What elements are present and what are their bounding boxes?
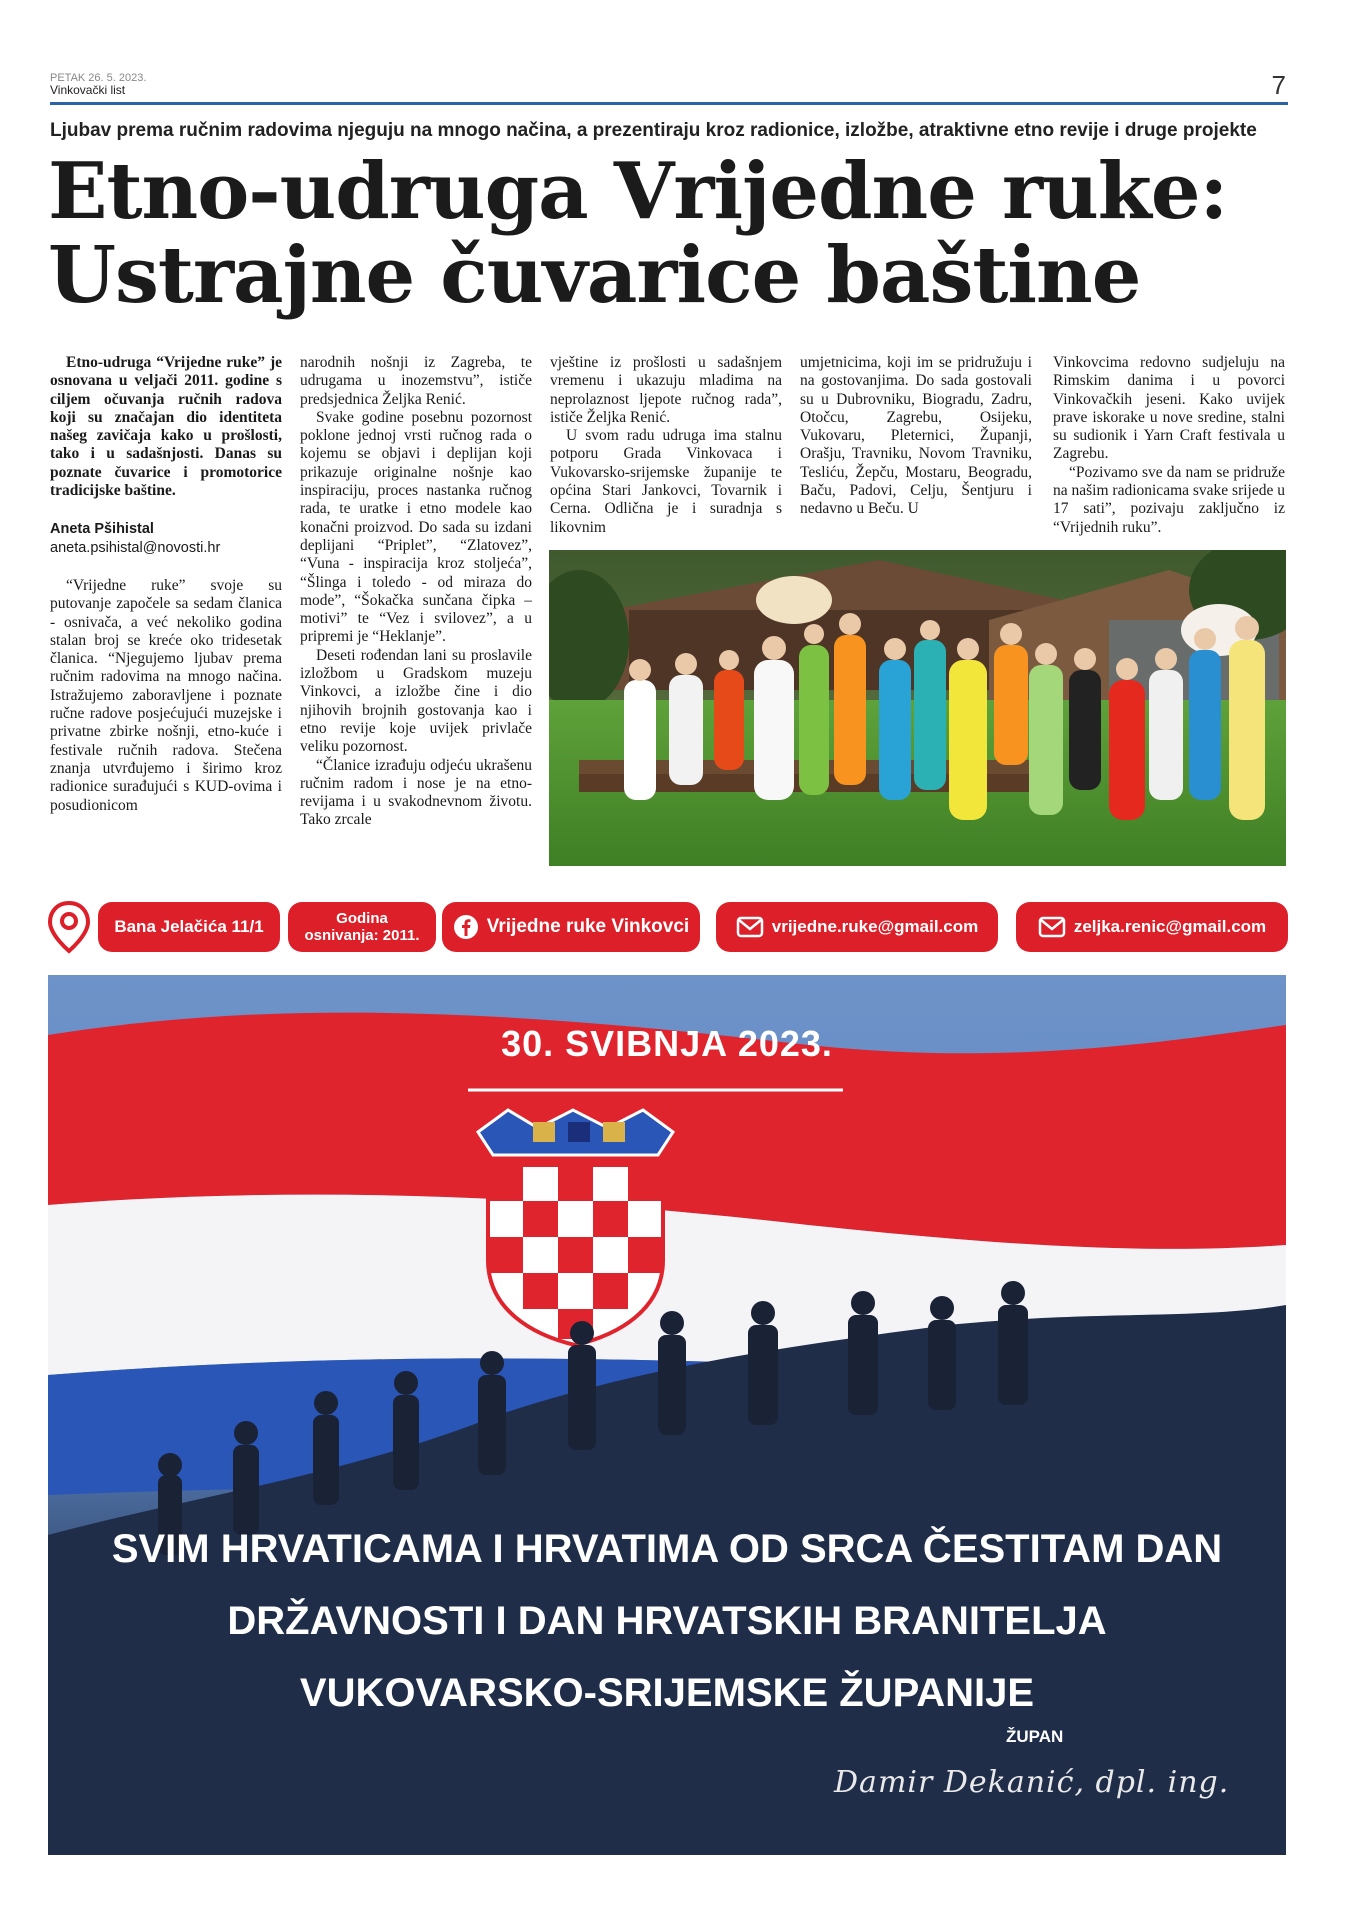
author-email[interactable]: aneta.psihistal@novosti.hr — [50, 539, 221, 556]
facebook-icon — [453, 914, 479, 940]
paragraph: Vinkovcima redovno sudjeluju na Rimskim danima i u povorci Vinkovačkih jeseni. Kako uvijek prave iskorake u nove sredine, stalni su sudionik i Yarn Craft festivala u Zagrebu. — [1053, 354, 1285, 463]
group-photo — [549, 550, 1286, 866]
ad-line-3: VUKOVARSKO-SRIJEMSKE ŽUPANIJE — [299, 1671, 1035, 1715]
headline-line-2: Ustrajne čuvarice baštine — [48, 230, 1141, 321]
issue-date: PETAK 26. 5. 2023. — [50, 72, 147, 84]
paragraph: “Pozivamo sve da nam se pridruže na našim radionicama svake srijede u 17 sati”, pozivaju zaključno iz “Vrijednih ruku”. — [1053, 463, 1285, 536]
paragraph: Deseti rođendan lani su proslavile izložbom u Gradskom muzeju Vinkovci, a izložbe čine i dio njihovih brojnih gostovanja kao i etno revije koje uvijek privlače veliku pozornost. — [300, 646, 532, 756]
facebook-text: Vrijedne ruke Vinkovci — [486, 916, 690, 937]
contact-bar — [46, 900, 1296, 954]
founded-label: Godina — [336, 910, 388, 927]
ad-role: ŽUPAN — [1006, 1727, 1064, 1746]
founded-pill — [288, 902, 436, 952]
article-kicker: Ljubav prema ručnim radovima njeguju na mnogo načina, a prezentiraju kroz radionice, izložbe, atraktivne etno revije i druge projekte — [50, 120, 1257, 141]
paragraph: Svake godine posebnu pozornost poklone jednoj vrsti ručnog rada o kojemu se objavi i deplijan koji prikazuje originalne nošnje kao inspiraciju, proces nastanka ručnog rada, te uratke i etno modele kao konačni proizvod. Do sada su izdani deplijani “Priplet”, “Zlatovez”, “Vuna - inspiracija kroz stoljeća”, “Šlinga i toledo - od miraza do mode”, “Šokačka sunčana čipka – motivi” te “Vez i svilovez”, a u pripremi je “Heklanje”. — [300, 408, 532, 646]
ad-line-1: SVIM HRVATICAMA I HRVATIMA OD SRCA ČESTITAM DAN — [111, 1527, 1223, 1571]
byline — [50, 520, 282, 557]
paper-name: Vinkovački list — [50, 83, 126, 97]
founded-value: osnivanja: 2011. — [304, 927, 420, 944]
address-text: Bana Jelačića 11/1 — [114, 917, 264, 936]
ad-line-2: DRŽAVNOSTI I DAN HRVATSKIH BRANITELJA — [227, 1599, 1107, 1643]
headline-line-1: Etno-udruga Vrijedne ruke: — [48, 146, 1228, 237]
article-column-3 — [550, 354, 782, 537]
ad-message — [48, 1513, 1286, 1729]
paragraph: “Članice izrađuju odjeću ukrašenu ručnim radom i nose je na etno-revijama i u svakodnevnom životu. Tako zrcale — [300, 756, 532, 829]
author-name: Aneta Pšihistal — [50, 521, 154, 538]
article-column-4 — [800, 354, 1032, 519]
ad-date: 30. SVIBNJA 2023. — [501, 1023, 833, 1064]
article-column-1 — [50, 354, 282, 815]
email-pill-1[interactable] — [716, 902, 998, 952]
mail-icon — [1038, 916, 1066, 938]
article-column-5 — [1053, 354, 1285, 537]
paragraph: narodnih nošnji iz Zagreba, te udrugama u inozemstvu”, ističe predsjednica Željka Renić. — [300, 354, 532, 408]
facebook-pill[interactable] — [442, 902, 700, 952]
paragraph: “Vrijedne ruke” svoje su putovanje započele sa sedam članica - osnivača, a već nekoliko godina stalan broj se kreće oko tridesetak članica. “Njegujemo ljubav prema ručnim radovima na mnogo načina. Istražujemo zaboravljene i poznate ručne radove posjećujući muzejske i privatne zbirke nošnji, etno-kuće i festivale ručnih radova. Stečena znanja utvrđujemo i širimo kroz radionice surađujući s KUD-ovima i posudionicom — [50, 576, 282, 814]
article-lead: Etno-udruga “Vrijedne ruke” je osnovana u veljači 2011. godine s ciljem očuvanja ručnih radova koji su značajan dio identiteta našeg zavičaja kako u prošlosti, tako i u sadašnjosti. Danas su poznate čuvarice i promotorice tradicijske baštine. — [50, 354, 282, 500]
group-photo-illustration — [549, 550, 1286, 866]
email-text-2: zeljka.renic@gmail.com — [1073, 917, 1267, 936]
page-number: 7 — [1271, 70, 1286, 100]
ad-signature: Damir Dekanić, dpl. ing. — [834, 1765, 1230, 1800]
article-headline — [48, 146, 1298, 321]
page-header-meta — [50, 72, 146, 96]
location-pin-icon — [46, 900, 92, 954]
paragraph: umjetnicima, koji im se pridružuju i na gostovanjima. Do sada gostovali su u Dubrovniku, Biogradu, Zadru, Otočcu, Zagrebu, Osijeku, Vukovaru, Pleternici, Županji, Orašju, Travniku, Novom Travniku, Tesliću, Žepču, Mostaru, Beogradu, Baču, Padovi, Celju, Šentjuru i nedavno u Beču. U — [800, 354, 1032, 518]
email-text-1: vrijedne.ruke@gmail.com — [771, 917, 979, 936]
paragraph: U svom radu udruga ima stalnu potporu Grada Vinkovaca i Vukovarsko-srijemske županije te općina Stari Jankovci, Tovarnik i Cerna. Odlična je i suradnja s likovnim — [550, 427, 782, 536]
article-column-2 — [300, 354, 532, 830]
statehood-day-ad — [48, 975, 1286, 1855]
email-pill-2[interactable] — [1016, 902, 1288, 952]
address-pill — [98, 902, 280, 952]
paragraph: vještine iz prošlosti u sadašnjem vremenu i ukazuju mladima na neprolaznost ljepote ručnog rada”, ističe Željka Renić. — [550, 354, 782, 426]
header-rule — [50, 102, 1288, 105]
mail-icon — [736, 916, 764, 938]
